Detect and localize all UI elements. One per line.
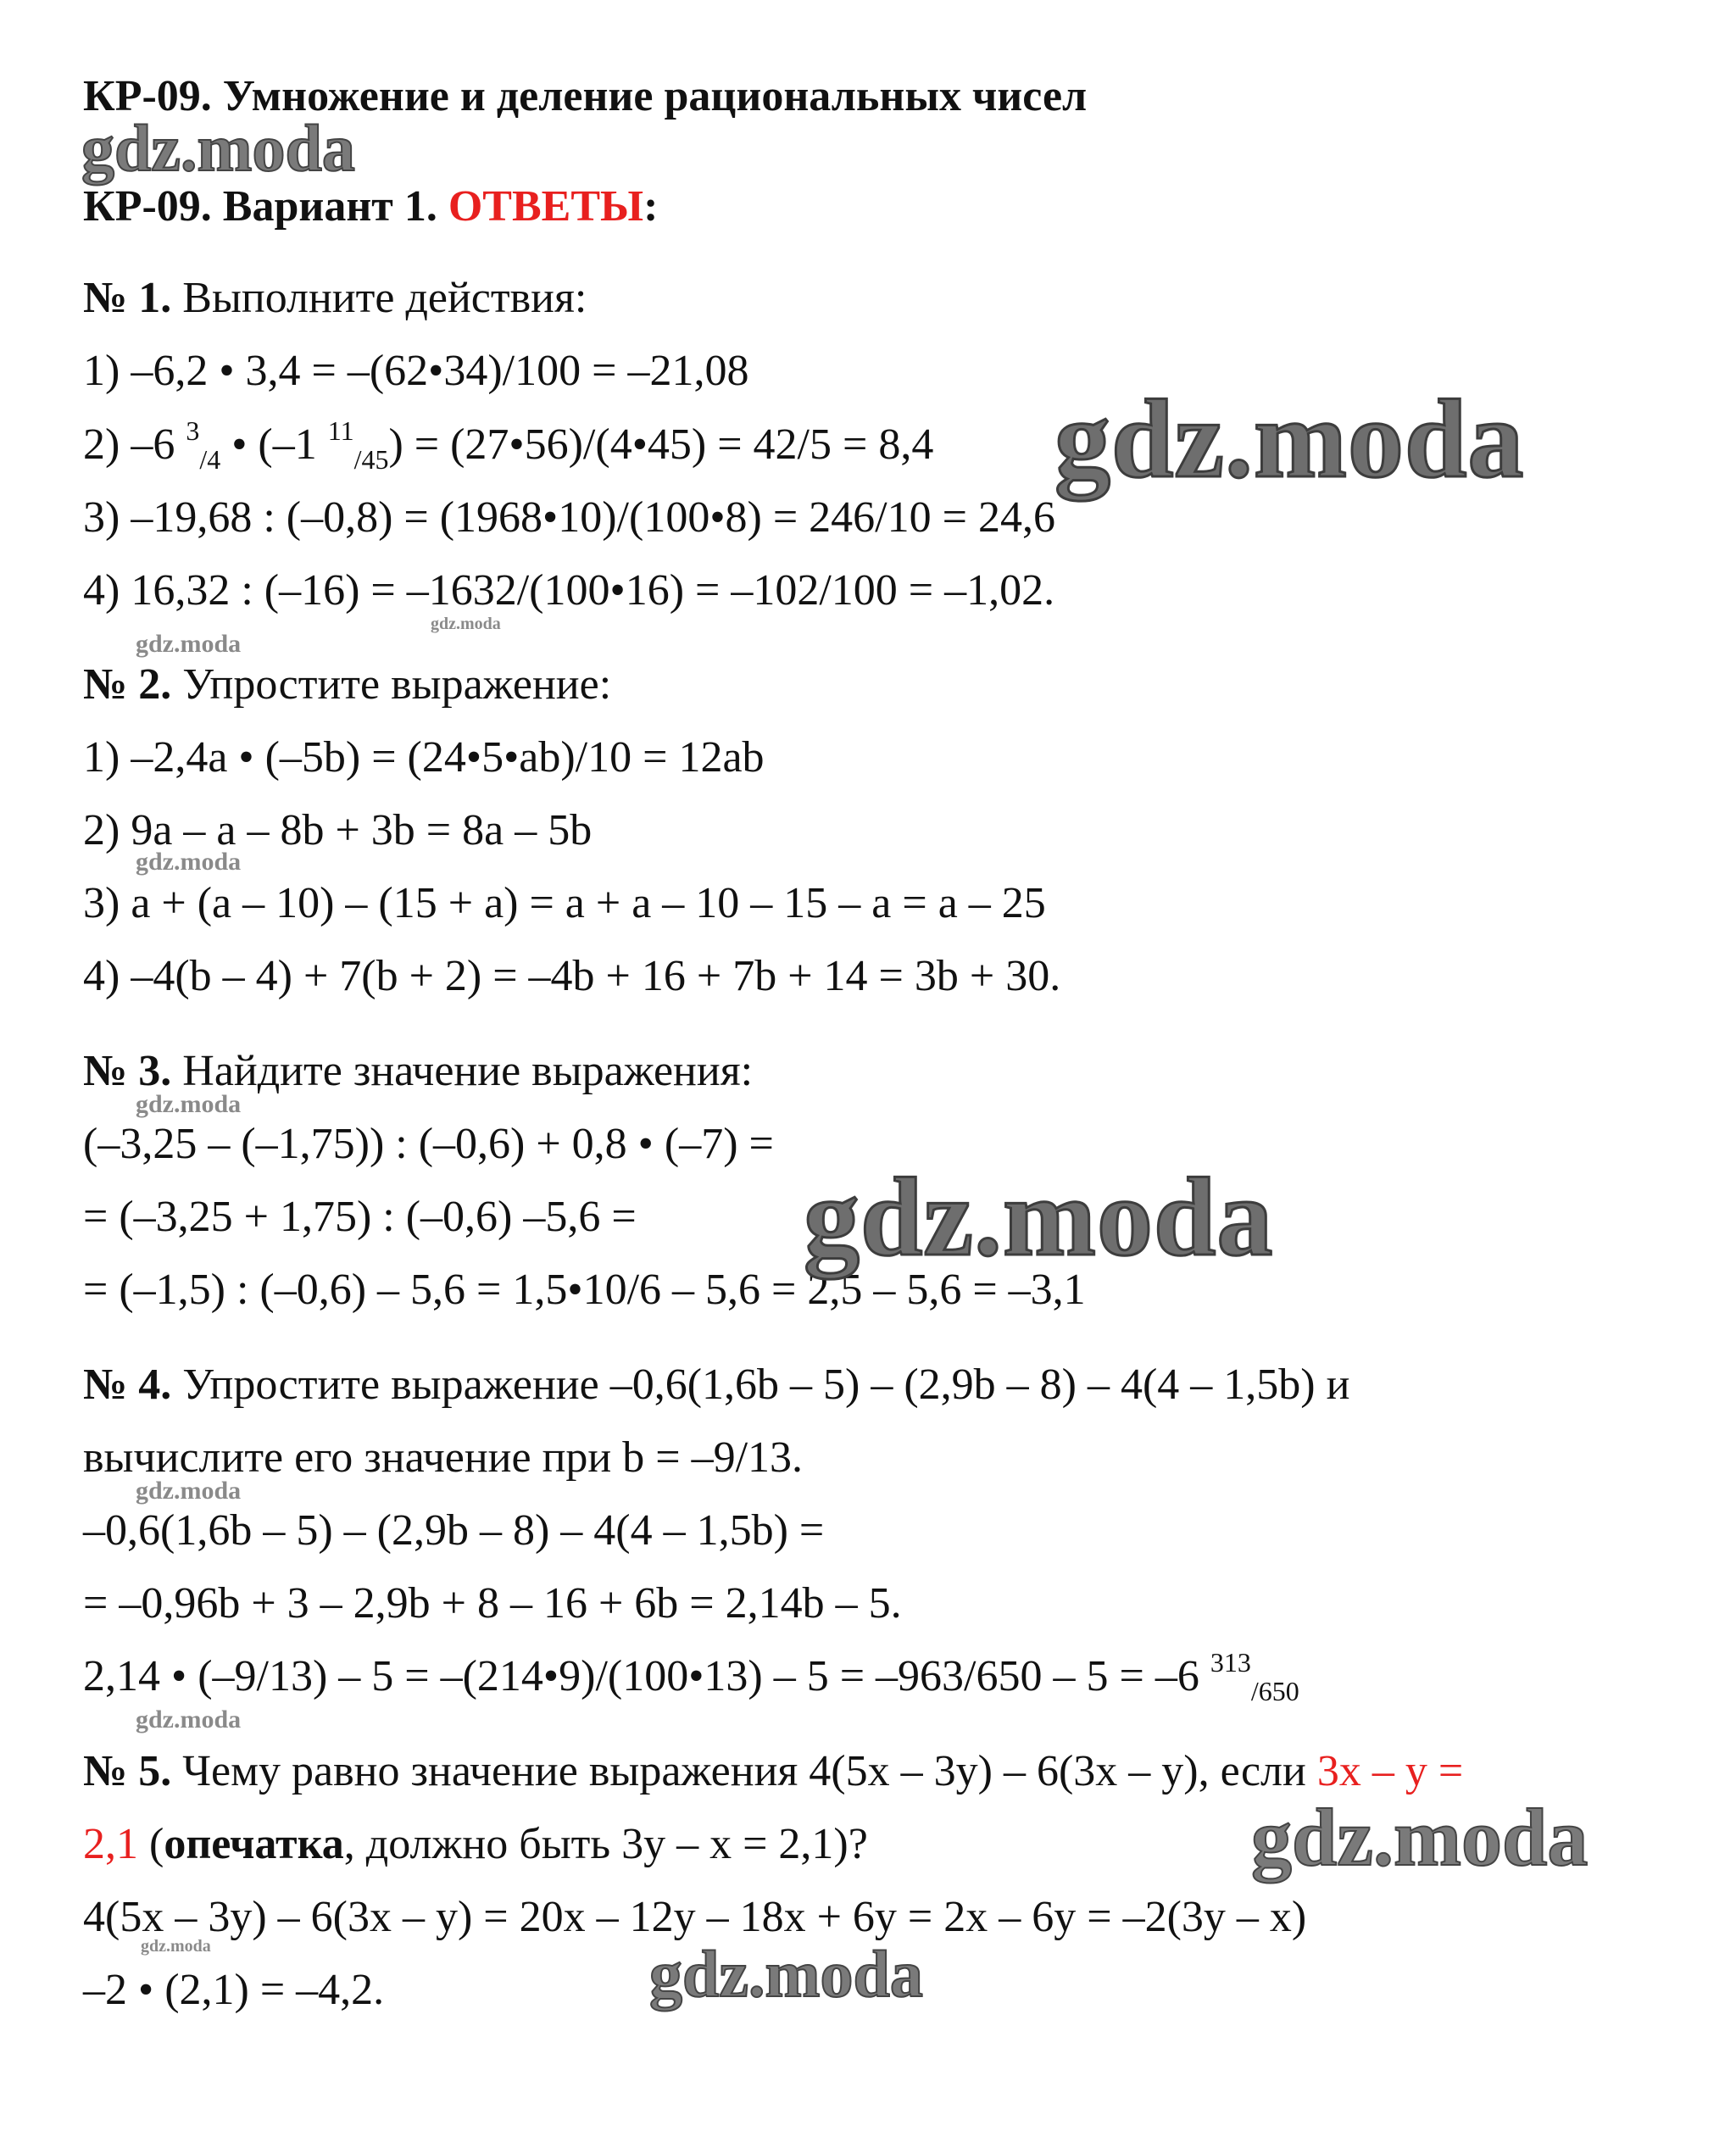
fraction-numerator: 11 — [327, 415, 354, 446]
page-title: КР-09. Умножение и деление рациональных чисел — [83, 72, 1088, 120]
task5-heading — [83, 1746, 1463, 1797]
task4-title: Упростите выражение –0,6(1,6b – 5) – (2,9b – 8) – 4(4 – 1,5b) и — [182, 1361, 1350, 1409]
task2-line-1: 1) –2,4a • (–5b) = (24•5•ab)/10 = 12ab — [83, 733, 765, 782]
task5-note: , должно быть 3y – x = 2,1)? — [343, 1820, 868, 1868]
task2-title: Упростите выражение: — [182, 660, 612, 709]
task1-line-3: 3) –19,68 : (–0,8) = (1968•10)/(100•8) = 246/10 = 24,6 — [83, 493, 1055, 542]
watermark: gdz.moda — [81, 111, 355, 185]
task2-line-4: 4) –4(b – 4) + 7(b + 2) = –4b + 16 + 7b + 14 = 3b + 30. — [83, 952, 1061, 1000]
task5-condition-value: 2,1 — [83, 1820, 138, 1868]
task4-heading-cont: вычислите его значение при b = –9/13. — [83, 1433, 804, 1482]
task2-heading — [83, 659, 611, 710]
task1-number: № 1. — [83, 274, 172, 322]
task2-line-2: 2) 9a – a – 8b + 3b = 8a – 5b — [83, 806, 593, 854]
watermark: gdz.moda — [136, 630, 242, 658]
task5-number: № 5. — [83, 1747, 172, 1795]
task5-paren: ( — [138, 1820, 164, 1868]
typo-label: опечатка — [164, 1820, 344, 1868]
watermark: gdz.moda — [141, 1937, 211, 1956]
task1-line-2-part-a: 2) –6 — [83, 420, 186, 469]
task3-line-1: (–3,25 – (–1,75)) : (–0,6) + 0,8 • (–7) = — [83, 1120, 774, 1168]
task4-line-3-text: 2,14 • (–9/13) – 5 = –(214•9)/(100•13) – 5 = –963/650 – 5 = –6 — [83, 1652, 1210, 1700]
fraction-numerator: 313 — [1210, 1647, 1251, 1678]
task4-line-2: = –0,96b + 3 – 2,9b + 8 – 16 + 6b = 2,14b – 5. — [83, 1579, 902, 1628]
watermark: gdz.moda — [136, 1477, 242, 1505]
task3-title: Найдите значение выражения: — [182, 1047, 754, 1095]
task1-line-1: 1) –6,2 • 3,4 = –(62•34)/100 = –21,08 — [83, 347, 749, 395]
task1-line-2-part-b: • (–1 — [220, 420, 328, 469]
watermark: gdz.moda — [649, 1937, 923, 2011]
task2-number: № 2. — [83, 660, 172, 709]
variant-colon: : — [643, 182, 659, 231]
task3-heading — [83, 1046, 753, 1097]
task4-line-1: –0,6(1,6b – 5) – (2,9b – 8) – 4(4 – 1,5b) = — [83, 1506, 825, 1555]
task5-line-1: 4(5x – 3y) – 6(3x – y) = 20x – 12y – 18x + 6y = 2x – 6y = –2(3y – x) — [83, 1893, 1307, 1941]
task4-line-3 — [83, 1647, 1299, 1706]
task1-line-4: 4) 16,32 : (–16) = –1632/(100•16) = –102/100 = –1,02. — [83, 566, 1055, 615]
variant-heading — [83, 181, 658, 232]
watermark: gdz.moda — [804, 1155, 1274, 1279]
fraction-denominator: /650 — [1250, 1676, 1299, 1706]
task1-title: Выполните действия: — [182, 274, 587, 322]
task3-line-2: = (–3,25 + 1,75) : (–0,6) –5,6 = — [83, 1193, 637, 1241]
task1-line-2-part-c: ) = (27•56)/(4•45) = 42/5 = 8,4 — [388, 420, 934, 469]
watermark: gdz.moda — [431, 615, 501, 633]
fraction-denominator: /4 — [199, 444, 221, 475]
fraction-numerator: 3 — [186, 415, 200, 446]
watermark: gdz.moda — [136, 1706, 242, 1733]
task5-line-2: –2 • (2,1) = –4,2. — [83, 1966, 385, 2014]
watermark: gdz.moda — [136, 848, 242, 876]
task2-line-3: 3) a + (a – 10) – (15 + a) = a + a – 10 – 15 – a = a – 25 — [83, 879, 1046, 927]
task5-heading-cont — [83, 1819, 868, 1870]
task3-line-3: = (–1,5) : (–0,6) – 5,6 = 1,5•10/6 – 5,6 = 2,5 – 5,6 = –3,1 — [83, 1266, 1086, 1314]
task1-line-2 — [83, 415, 934, 475]
fraction-denominator: /45 — [353, 444, 389, 475]
task1-heading — [83, 273, 587, 324]
task4-number: № 4. — [83, 1361, 172, 1409]
task3-number: № 3. — [83, 1047, 172, 1095]
task5-condition-red: 3x – y = — [1316, 1747, 1464, 1795]
watermark: gdz.moda — [1251, 1792, 1589, 1883]
variant-prefix: КР-09. Вариант 1. — [83, 182, 448, 231]
task5-title: Чему равно значение выражения 4(5x – 3y) – 6(3x – y), если — [182, 1747, 1317, 1795]
task4-heading — [83, 1360, 1349, 1411]
watermark: gdz.moda — [1054, 376, 1525, 501]
watermark: gdz.moda — [136, 1090, 242, 1118]
answers-label: ОТВЕТЫ — [448, 182, 644, 231]
